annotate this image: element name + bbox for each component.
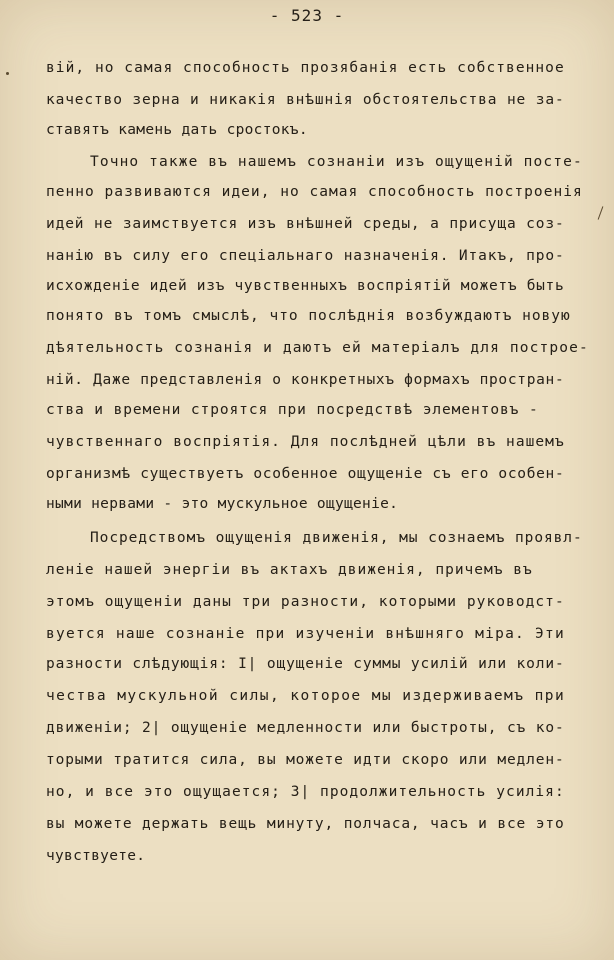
text-line: вы можете держать вещь минуту, полчаса, часъ и все это bbox=[46, 816, 565, 832]
page-number: - 523 - bbox=[269, 6, 345, 25]
text-line: качество зерна и никакія внѣшнія обстоятельства не за- bbox=[46, 92, 565, 108]
text-line: движеніи; 2| ощущеніе медленности или быстроты, съ ко- bbox=[46, 720, 565, 736]
text-line: леніе нашей энергіи въ актахъ движенія, причемъ въ bbox=[46, 562, 533, 578]
text-line: нанію въ силу его спеціальнаго назначенія. Итакъ, про- bbox=[46, 248, 565, 264]
text-line: организмѣ существуетъ особенное ощущеніе съ его особен- bbox=[46, 466, 565, 482]
text-line: чества мускульной силы, которое мы издерживаемъ при bbox=[46, 688, 566, 704]
text-line: вій, но самая способность прозябанія есть собственное bbox=[46, 60, 565, 76]
text-line: разности слѣдующія: I| ощущеніе суммы усилій или коли- bbox=[46, 656, 565, 672]
text-line: торыми тратится сила, вы можете идти скоро или медлен- bbox=[46, 752, 565, 768]
margin-dot bbox=[6, 72, 9, 75]
text-line: пенно развиваются идеи, но самая способность построенія bbox=[46, 184, 583, 200]
text-line: чувствуете. bbox=[46, 848, 146, 864]
text-line: но, и все это ощущается; 3| продолжительность усилія: bbox=[46, 784, 565, 800]
text-line: этомъ ощущеніи даны три разности, которыми руководст- bbox=[46, 594, 565, 610]
text-line: идей не заимствуется изъ внѣшней среды, а присуща соз- bbox=[46, 216, 565, 232]
margin-tick-mark bbox=[598, 206, 604, 219]
text-line: Точно также въ нашемъ сознаніи изъ ощущеній посте- bbox=[90, 154, 583, 170]
text-line: понято въ томъ смыслѣ, что послѣднія возбуждаютъ новую bbox=[46, 308, 571, 324]
text-line: дѣятельность сознанія и даютъ ей матеріалъ для построе- bbox=[46, 340, 589, 356]
text-line: ставятъ камень дать сростокъ. bbox=[46, 122, 308, 138]
text-line: исхожденіе идей изъ чувственныхъ воспріятій можетъ быть bbox=[46, 278, 565, 294]
text-line: чувственнаго воспріятія. Для послѣдней цѣли въ нашемъ bbox=[46, 434, 565, 450]
text-line: ства и времени строятся при посредствѣ элементовъ - bbox=[46, 402, 539, 418]
text-line: вуется наше сознаніе при изученіи внѣшняго міра. Эти bbox=[46, 626, 565, 642]
text-line: ній. Даже представленія о конкретныхъ формахъ простран- bbox=[46, 372, 565, 388]
text-line: Посредствомъ ощущенія движенія, мы сознаемъ проявл- bbox=[90, 530, 583, 546]
text-line: ными нервами - это мускульное ощущеніе. bbox=[46, 496, 399, 512]
